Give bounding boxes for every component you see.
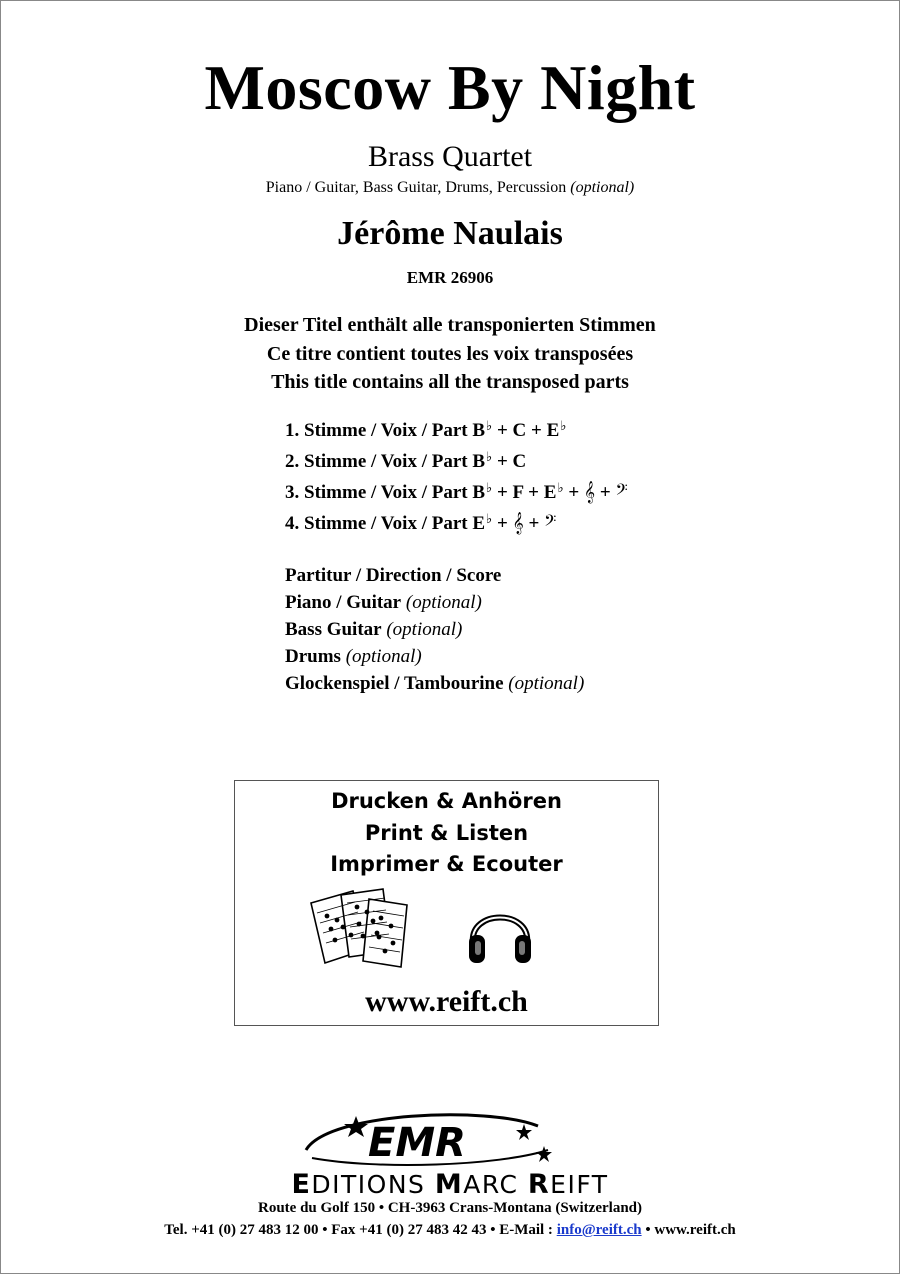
instrumentation-text: Piano / Guitar, Bass Guitar, Drums, Percussion [265,179,567,196]
part-key: C [512,451,527,472]
material-optional: (optional) [508,673,585,694]
part-item-4 [285,503,628,534]
material-name: Piano / Guitar [285,592,402,613]
publisher-name-cap: R [527,1169,551,1200]
box-line-german: Drucken & Anhören [331,789,562,813]
part-key: B [472,482,486,503]
contact-website: • www.reift.ch [641,1222,736,1238]
publisher-name-rest: DITIONS [311,1170,435,1199]
flat-symbol: ♭ [557,480,564,495]
sheet-music-icon [307,885,423,973]
material-optional: (optional) [386,619,463,640]
part-item-3 [285,472,628,503]
material-name: Bass Guitar [285,619,382,640]
material-name: Glockenspiel / Tambourine [285,673,504,694]
note-french: Ce titre contient toutes les voix transposées [266,342,634,365]
publisher-contact [0,1220,900,1240]
material-optional: (optional) [405,592,482,613]
flat-symbol: ♭ [486,449,493,464]
material-item-score [285,562,584,589]
part-label: 1. Stimme / Voix / Part [285,420,468,441]
part-key: B [472,420,486,441]
headphones-icon [465,891,535,971]
plus-sign: + [492,451,513,472]
part-label: 3. Stimme / Voix / Part [285,482,468,503]
flat-symbol: ♭ [486,511,493,526]
catalog-number: EMR 26906 [406,268,494,287]
material-name: Drums [285,646,341,667]
bass-clef-icon: 𝄢 [544,512,557,534]
publisher-name-rest: EIFT [550,1170,609,1199]
composer: Jérôme Naulais [337,215,563,252]
publisher-name-cap: E [291,1169,312,1200]
page-title: Moscow By Night [204,52,696,123]
plus-sign: + [492,513,513,534]
instrumentation-optional: (optional) [570,179,635,196]
part-key: B [472,451,486,472]
plus-sign: + [492,482,513,503]
plus-sign: + [523,482,544,503]
plus-sign: + [523,513,545,534]
plus-sign: + [526,420,547,441]
note-german: Dieser Titel enthält alle transponierten Stimmen [244,314,656,336]
subtitle: Brass Quartet [367,140,533,173]
transposition-notes [0,311,900,397]
part-key: E [546,420,560,441]
part-key: F [512,482,524,503]
treble-clef-icon: 𝄞 [583,481,596,503]
plus-sign: + [595,482,616,503]
publisher-name-cap: M [434,1169,464,1200]
box-url: www.reift.ch [365,985,528,1018]
publisher-address: Route du Golf 150 • CH-3963 Crans-Montana (Switzerland) [258,1200,642,1216]
flat-symbol: ♭ [486,418,493,433]
box-line-english: Print & Listen [364,820,529,845]
treble-clef-icon: 𝄞 [512,512,524,534]
emr-logo-text: EMR [368,1120,466,1166]
parts-list [285,410,628,534]
part-key: E [543,482,557,503]
plus-sign: + [563,482,584,503]
part-key: E [472,513,486,534]
email-link[interactable]: info@reift.ch [556,1222,642,1238]
material-name: Partitur / Direction / Score [285,565,502,586]
materials-list [285,562,584,697]
note-english: This title contains all the transposed parts [271,371,629,393]
publisher-name [0,1170,900,1200]
material-item-drums [285,643,584,670]
bass-clef-icon: 𝄢 [615,481,628,503]
flat-symbol: ♭ [560,418,567,433]
emr-logo [298,1106,558,1170]
material-optional: (optional) [345,646,422,667]
material-item-glockenspiel [285,670,584,697]
material-item-piano-guitar [285,589,584,616]
box-line-french: Imprimer & Ecouter [330,852,563,876]
part-item-1 [285,410,628,441]
material-item-bass-guitar [285,616,584,643]
plus-sign: + [492,420,513,441]
contact-phone-fax: Tel. +41 (0) 27 483 12 00 • Fax +41 (0) 27 483 42 43 • E-Mail : [164,1222,557,1238]
part-item-2 [285,441,628,472]
part-label: 4. Stimme / Voix / Part [285,513,468,534]
part-label: 2. Stimme / Voix / Part [285,451,468,472]
flat-symbol: ♭ [486,480,493,495]
publisher-name-rest: ARC [463,1170,528,1199]
part-key: C [512,420,527,441]
instrumentation [0,178,900,198]
print-listen-box [234,780,659,1026]
